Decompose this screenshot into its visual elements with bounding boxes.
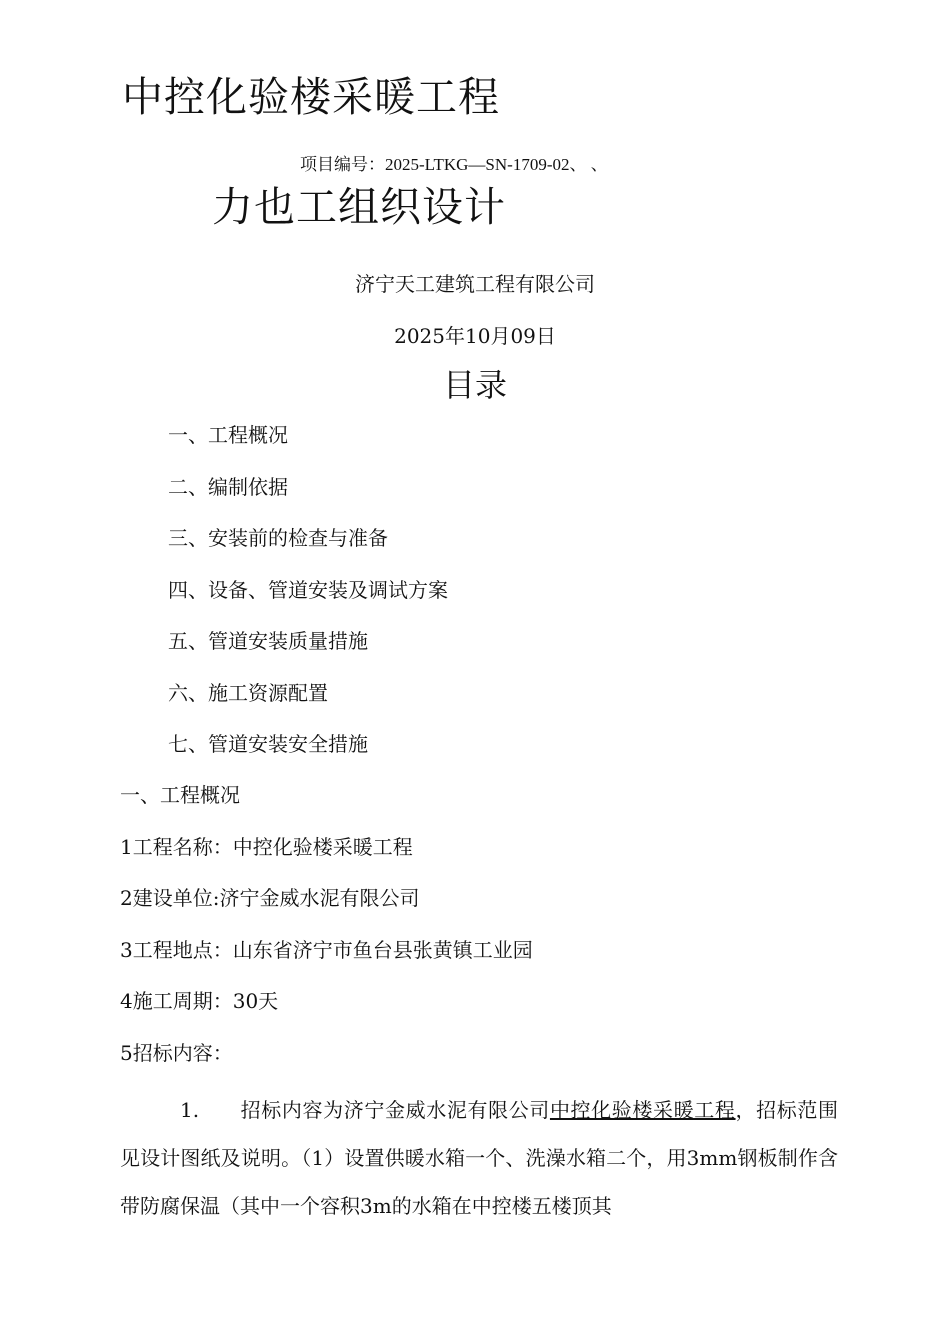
overview-item: 2建设单位:济宁金威水泥有限公司 [120, 886, 420, 910]
overview-item: 3工程地点：山东省济宁市鱼台县张黄镇工业园 [120, 937, 533, 962]
toc-item: 四、设备、管道安装及调试方案 [168, 577, 448, 602]
paragraph-text: ，招标范围见设计图纸及说明。（1）设置供暖水箱一个、洗澡水箱二个，用3mm钢板制作含带防腐保温（其中一个容积3m的水箱在中控楼五楼顶其 [120, 1098, 839, 1218]
document-date: 2025年10月09日 [394, 324, 556, 348]
overview-item: 4施工周期：30天 [120, 989, 279, 1013]
section-heading: 一、工程概况 [120, 783, 240, 807]
toc-item: 六、施工资源配置 [168, 680, 328, 705]
document-title: 中控化验楼采暖工程 [122, 73, 500, 121]
section-project-overview [120, 781, 533, 1090]
toc-title: 目录 [442, 366, 507, 404]
toc-item: 三、安装前的检查与准备 [168, 526, 388, 550]
paragraph-underlined-project: 中控化验楼采暖工程 [549, 1098, 736, 1122]
project-number: 项目编号：2025-LTKG—SN-1709-02、 、 [300, 155, 608, 174]
paragraph-text: 招标内容为济宁金威水泥有限公司 [240, 1098, 550, 1122]
document-subtitle: 力也工组织设计 [212, 183, 506, 231]
overview-item: 1工程名称：中控化验楼采暖工程 [120, 834, 413, 859]
overview-item: 5招标内容： [120, 1040, 233, 1065]
company-name: 济宁天工建筑工程有限公司 [355, 272, 595, 296]
toc-item: 一、工程概况 [168, 423, 288, 447]
toc-item: 七、管道安装安全措施 [168, 732, 368, 756]
table-of-contents [168, 421, 448, 782]
toc-item: 五、管道安装质量措施 [168, 629, 368, 653]
toc-item: 二、编制依据 [168, 474, 288, 499]
paragraph-number: 1. [180, 1098, 200, 1122]
bid-content-paragraph [120, 1086, 838, 1230]
